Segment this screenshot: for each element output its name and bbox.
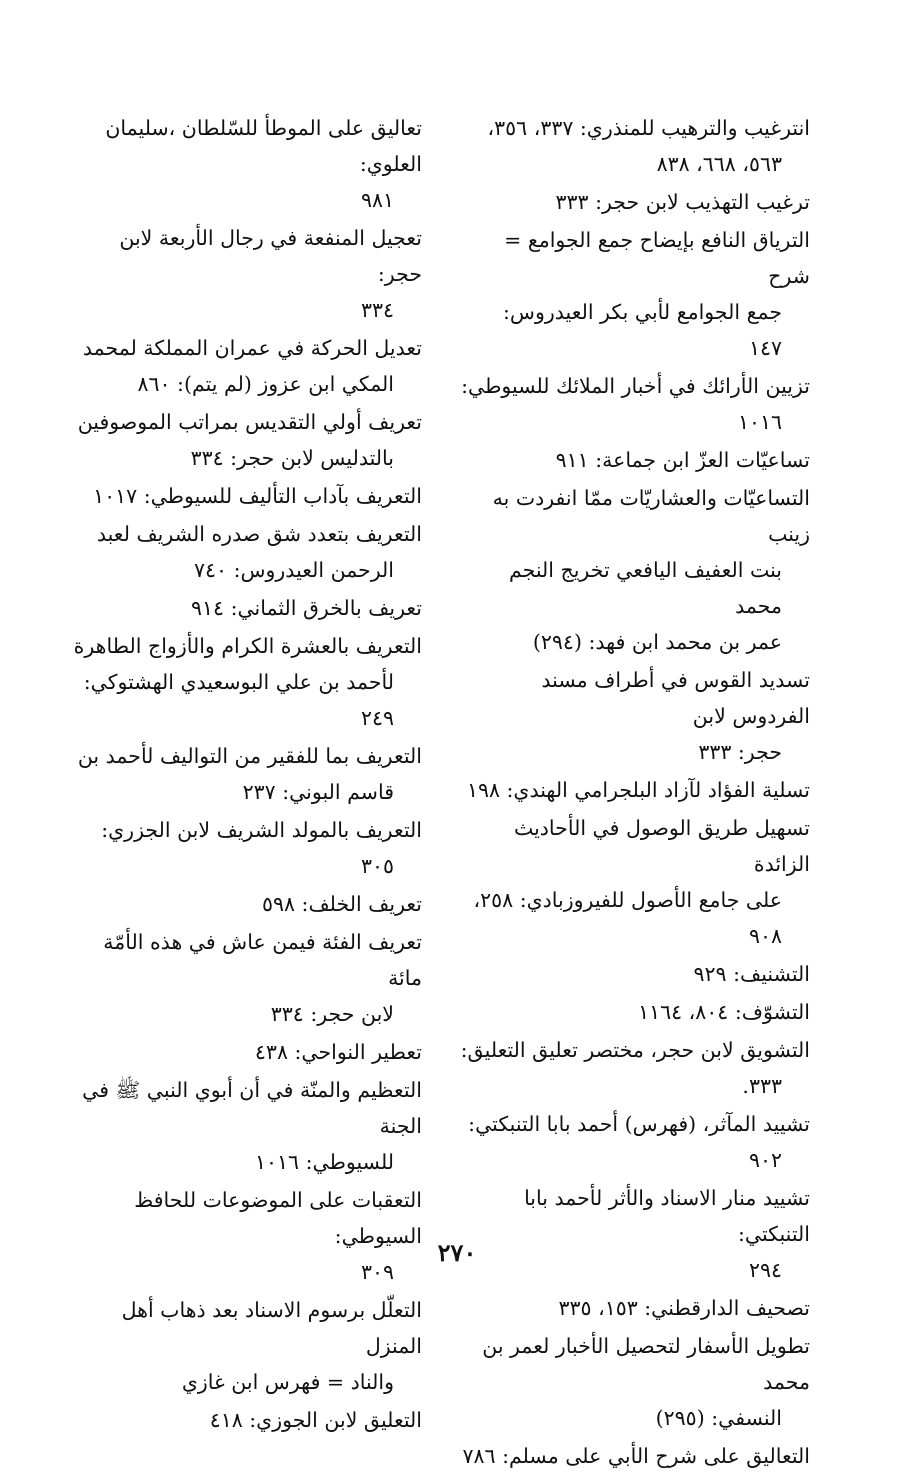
index-entry <box>72 110 422 218</box>
entry-title-line: التعظيم والمنّة في أن أبوي النبي ﷺ في الجنة <box>82 1078 422 1138</box>
entry-title-line: تعريف الخلف: ٥٩٨ <box>261 892 422 916</box>
index-entry <box>72 1292 422 1400</box>
index-entry <box>460 442 810 478</box>
index-entry <box>460 662 810 770</box>
entry-title-line: التعاليق على شرح الأبي على مسلم: ٧٨٦ <box>462 1444 810 1468</box>
index-entry <box>72 738 422 810</box>
entry-continuation-line: عمر بن محمد ابن فهد: (٢٩٤) <box>532 630 782 654</box>
index-entry <box>460 772 810 808</box>
entry-continuation-line: ٣٠٩ <box>360 1260 394 1284</box>
entry-title-line: تسلية الفؤاد لآزاد البلجرامي الهندي: ١٩٨ <box>466 778 810 802</box>
entry-title-line: تزيين الأرائك في أخبار الملائك للسيوطي: <box>461 374 810 398</box>
entry-title-line: التشنيف: ٩٢٩ <box>693 962 810 986</box>
index-entry <box>460 480 810 660</box>
entry-title-line: تعريف الفئة فيمن عاش في هذه الأمّة مائة <box>103 930 422 990</box>
entry-continuation-line: ٥٦٣، ٦٦٨، ٨٣٨ <box>656 152 782 176</box>
entry-continuation-line: ٣٠٥ <box>360 854 394 878</box>
entry-continuation-line: لأحمد بن علي البوسعيدي الهشتوكي: <box>83 670 394 694</box>
index-entry <box>72 1402 422 1438</box>
index-entry <box>72 220 422 328</box>
entry-continuation-line: ٣٣٤ <box>360 298 394 322</box>
index-entry <box>460 1106 810 1178</box>
entry-continuation-line: ٩٠٢ <box>748 1148 782 1172</box>
index-entry <box>460 810 810 954</box>
entry-title-line: التعريف بالعشرة الكرام والأزواج الطاهرة <box>73 634 422 658</box>
entry-continuation-line: بنت العفيف اليافعي تخريج النجم محمد <box>508 558 782 618</box>
entry-title-line: تعجيل المنفعة في رجال الأربعة لابن حجر: <box>119 226 422 286</box>
index-entry <box>72 1182 422 1290</box>
index-entry <box>460 1438 810 1474</box>
index-entry <box>460 1290 810 1326</box>
index-entry <box>460 368 810 440</box>
entry-continuation-line: المكي ابن عزوز (لم يتم): ٨٦٠ <box>137 372 394 396</box>
index-entry <box>460 956 810 992</box>
entry-continuation-line: النسفي: (٢٩٥) <box>655 1406 782 1430</box>
entry-title-line: تعريف أولي التقديس بمراتب الموصوفين <box>77 410 422 434</box>
index-entry <box>460 222 810 366</box>
index-entry <box>460 994 810 1030</box>
entry-continuation-line: ٢٩٤ <box>748 1258 782 1282</box>
entry-continuation-line: بالتدليس لابن حجر: ٣٣٤ <box>190 446 394 470</box>
entry-title-line: ترغيب التهذيب لابن حجر: ٣٣٣ <box>555 190 810 214</box>
entry-title-line: تعريف بالخرق الثماني: ٩١٤ <box>191 596 422 620</box>
entry-continuation-line: للسيوطي: ١٠١٦ <box>255 1150 394 1174</box>
entry-title-line: التعقبات على الموضوعات للحافظ السيوطي: <box>134 1188 422 1248</box>
entry-continuation-line: على جامع الأصول للفيروزبادي: ٢٥٨، <box>473 888 782 912</box>
entry-title-line: التعريف بتعدد شق صدره الشريف لعبد <box>96 522 422 546</box>
index-entry <box>72 1072 422 1180</box>
index-entry <box>72 924 422 1032</box>
entry-title-line: التعريف بالمولد الشريف لابن الجزري: <box>101 818 422 842</box>
index-entry <box>460 1032 810 1104</box>
page-number: ٢٧٠ <box>437 1238 477 1267</box>
entry-title-line: التشوّف: ٨٠٤، ١١٦٤ <box>638 1000 810 1024</box>
entry-continuation-line: والناد = فهرس ابن غازي <box>181 1370 394 1394</box>
entry-title-line: تعاليق على الموطأ للسّلطان ،سليمان العلوي: <box>105 116 422 176</box>
entry-title-line: تصحيف الدارقطني: ١٥٣، ٣٣٥ <box>558 1296 810 1320</box>
entry-continuation-line: جمع الجوامع لأبي بكر العيدروس: <box>503 300 782 324</box>
entry-title-line: تطويل الأسفار لتحصيل الأخبار لعمر بن محمد <box>482 1334 810 1394</box>
index-entry <box>72 886 422 922</box>
entry-continuation-line: ٢٤٩ <box>360 706 394 730</box>
entry-continuation-line: قاسم البوني: ٢٣٧ <box>242 780 394 804</box>
index-entry <box>460 1180 810 1288</box>
entry-title-line: تسهيل طريق الوصول في الأحاديث الزائدة <box>513 816 810 876</box>
index-entry <box>72 628 422 736</box>
entry-continuation-line: حجر: ٣٣٣ <box>698 740 782 764</box>
index-entry <box>72 1034 422 1070</box>
entry-title-line: تشييد المآثر، (فهرس) أحمد بابا التنبكتي: <box>468 1112 810 1136</box>
index-column-right <box>460 110 810 1476</box>
entry-continuation-line: ٣٣٣. <box>742 1074 782 1098</box>
entry-title-line: انترغيب والترهيب للمنذري: ٣٣٧، ٣٥٦، <box>487 116 810 140</box>
entry-title-line: التعلّل برسوم الاسناد بعد ذهاب أهل المنزل <box>121 1298 422 1358</box>
index-entry <box>460 184 810 220</box>
index-entry <box>72 812 422 884</box>
entry-continuation-line: ١٤٧ <box>748 336 782 360</box>
entry-title-line: الترياق النافع بإيضاح جمع الجوامع = شرح <box>504 228 810 288</box>
entry-title-line: تعديل الحركة في عمران المملكة لمحمد <box>82 336 422 360</box>
index-entry <box>460 110 810 182</box>
entry-title-line: التعليق لابن الجوزي: ٤١٨ <box>209 1408 422 1432</box>
index-entry <box>72 404 422 476</box>
entry-continuation-line: الرحمن العيدروس: ٧٤٠ <box>194 558 394 582</box>
entry-title-line: التعريف بآداب التأليف للسيوطي: ١٠١٧ <box>93 484 422 508</box>
index-entry <box>460 1328 810 1436</box>
index-entry <box>72 478 422 514</box>
index-entry <box>72 330 422 402</box>
entry-continuation-line: ١٠١٦ <box>737 410 782 434</box>
entry-continuation-line: ٩٨١ <box>360 188 394 212</box>
index-entry <box>72 516 422 588</box>
entry-title-line: التشويق لابن حجر، مختصر تعليق التعليق: <box>460 1038 810 1062</box>
entry-title-line: تشييد منار الاسناد والأثر لأحمد بابا التنبكتي: <box>524 1186 810 1246</box>
entry-title-line: التعريف بما للفقير من التواليف لأحمد بن <box>77 744 422 768</box>
entry-title-line: تعطير النواحي: ٤٣٨ <box>254 1040 422 1064</box>
index-entry <box>72 590 422 626</box>
entry-continuation-line: ٩٠٨ <box>748 924 782 948</box>
entry-title-line: تسديد القوس في أطراف مسند الفردوس لابن <box>541 668 810 728</box>
entry-title-line: التساعيّات والعشاريّات ممّا انفردت به زينب <box>492 486 810 546</box>
entry-title-line: تساعيّات العزّ ابن جماعة: ٩١١ <box>555 448 810 472</box>
entry-continuation-line: لابن حجر: ٣٣٤ <box>270 1002 394 1026</box>
